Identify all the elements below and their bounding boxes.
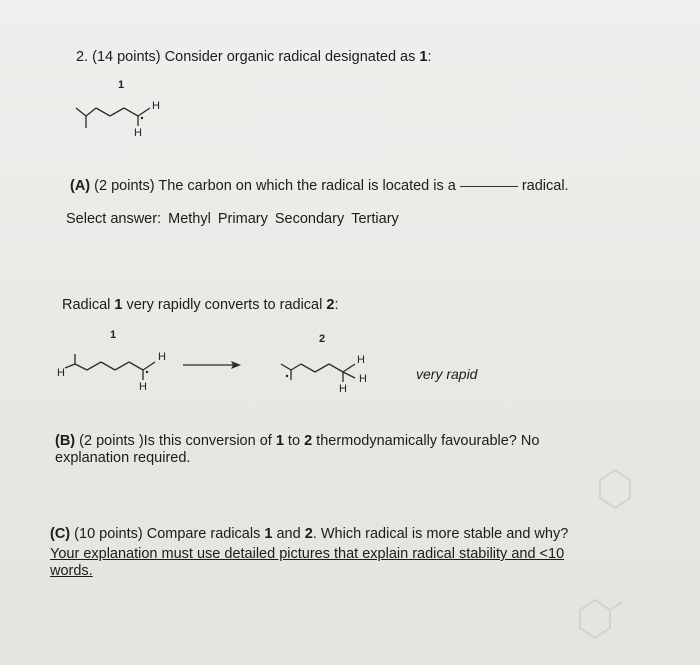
reaction-scheme [55,328,385,408]
right-mol-h-upper: H [357,354,365,366]
option-secondary[interactable]: Secondary [274,211,345,227]
part-b-question: (B) (2 points )Is this conversion of 1 to 2 thermodynamically favourable? No [55,433,540,449]
option-primary[interactable]: Primary [217,211,268,227]
part-a-question [70,177,569,195]
select-answer-prefix: Select answer: [66,211,162,227]
part-a-text-end: radical. [521,178,569,194]
molecule1-h-upper: H [152,100,160,112]
right-mol-label: 2 [319,333,326,345]
bleed-through-sketch [560,440,660,640]
question-points: (14 points) [92,49,161,65]
molecule1-h-lower: H [134,127,142,139]
part-c-question: (C) (10 points) Compare radicals 1 and 2. Which radical is more stable and why? [50,526,569,542]
right-mol-h-right: H [359,373,367,385]
part-b-label: (B) [55,433,76,449]
left-mol-label: 1 [110,329,117,341]
to-radical-ref: 2 [326,297,335,313]
part-a-text: The carbon on which the radical is located is a [158,178,456,194]
option-methyl[interactable]: Methyl [168,211,211,227]
question-header: 2. (14 points) Consider organic radical designated as 1: [76,49,432,65]
question-number: 2. [76,49,89,65]
part-c-points: (10 points) [74,526,143,542]
part-b-points: (2 points ) [79,433,144,449]
option-tertiary[interactable]: Tertiary [351,211,399,227]
part-a-points: (2 points) [94,178,155,194]
radical-1-ref: 1 [419,49,428,65]
molecule1-label: 1 [118,79,125,91]
part-a-options [66,210,399,228]
answer-blank[interactable] [460,186,518,187]
right-mol-h-lower: H [339,383,347,395]
radical-1-structure [66,78,196,148]
part-c-requirement: Your explanation must use detailed pictures that explain radical stability and <10 [50,546,565,562]
conversion-statement: Radical 1 very rapidly converts to radical 2: [62,297,339,313]
left-mol-h-upper: H [158,351,166,363]
left-mol-h-lower: H [139,381,147,393]
bleed-through-text [470,52,473,64]
part-b-line2: explanation required. [55,450,191,466]
question-prompt: Consider organic radical designated as [164,49,420,65]
rate-note: very rapid [416,366,478,382]
left-mol-h-left: H [57,367,65,379]
part-a-label: (A) [70,178,91,194]
from-radical-ref: 1 [114,297,123,313]
part-c-requirement-end: words. [50,563,93,579]
part-c-label: (C) [50,526,71,542]
